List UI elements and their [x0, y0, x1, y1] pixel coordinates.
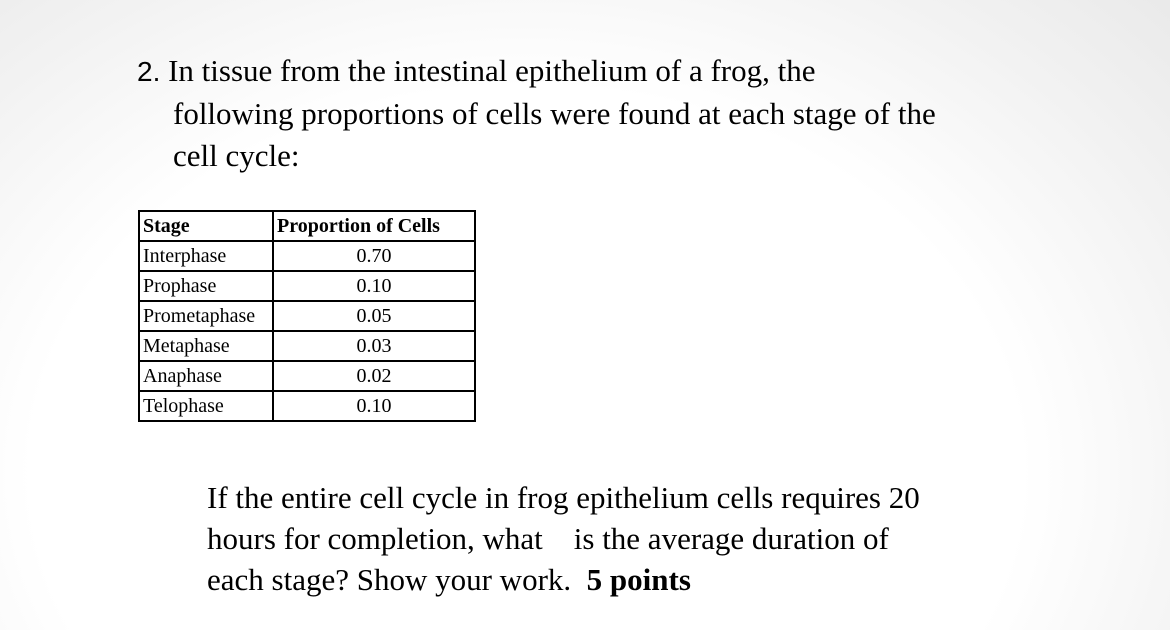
table-row	[139, 391, 475, 421]
table-row	[139, 361, 475, 391]
cell-cycle-table	[138, 210, 476, 422]
followup-text-3: each stage? Show your work.	[207, 562, 587, 597]
header-stage: Stage	[139, 211, 273, 241]
table-row	[139, 301, 475, 331]
question-line-3: cell cycle:	[173, 138, 300, 173]
stage-cell: Metaphase	[139, 331, 273, 361]
stage-cell: Anaphase	[139, 361, 273, 391]
points-label: 5 points	[586, 562, 691, 597]
proportion-cell: 0.10	[273, 391, 475, 421]
proportion-cell: 0.10	[273, 271, 475, 301]
table-row	[139, 331, 475, 361]
question-number: 2.	[137, 56, 161, 87]
table-row	[139, 271, 475, 301]
proportion-cell: 0.05	[273, 301, 475, 331]
followup-block	[207, 477, 1057, 600]
question-line-2: following proportions of cells were found at each stage of the	[173, 96, 936, 131]
stage-cell: Interphase	[139, 241, 273, 271]
table-header-row	[139, 211, 475, 241]
followup-line-3	[207, 559, 1057, 600]
proportion-cell: 0.02	[273, 361, 475, 391]
stage-cell: Prometaphase	[139, 301, 273, 331]
question-line-1	[137, 50, 1037, 93]
stage-cell: Prophase	[139, 271, 273, 301]
question-text-1: In tissue from the intestinal epithelium of a frog, the	[168, 53, 816, 88]
stage-cell: Telophase	[139, 391, 273, 421]
followup-line-1: If the entire cell cycle in frog epithelium cells requires 20	[207, 480, 920, 515]
header-proportion: Proportion of Cells	[273, 211, 475, 241]
proportion-cell: 0.03	[273, 331, 475, 361]
table-row	[139, 241, 475, 271]
proportion-cell: 0.70	[273, 241, 475, 271]
followup-line-2: hours for completion, what is the average duration of	[207, 521, 889, 556]
question-block	[137, 50, 1037, 177]
